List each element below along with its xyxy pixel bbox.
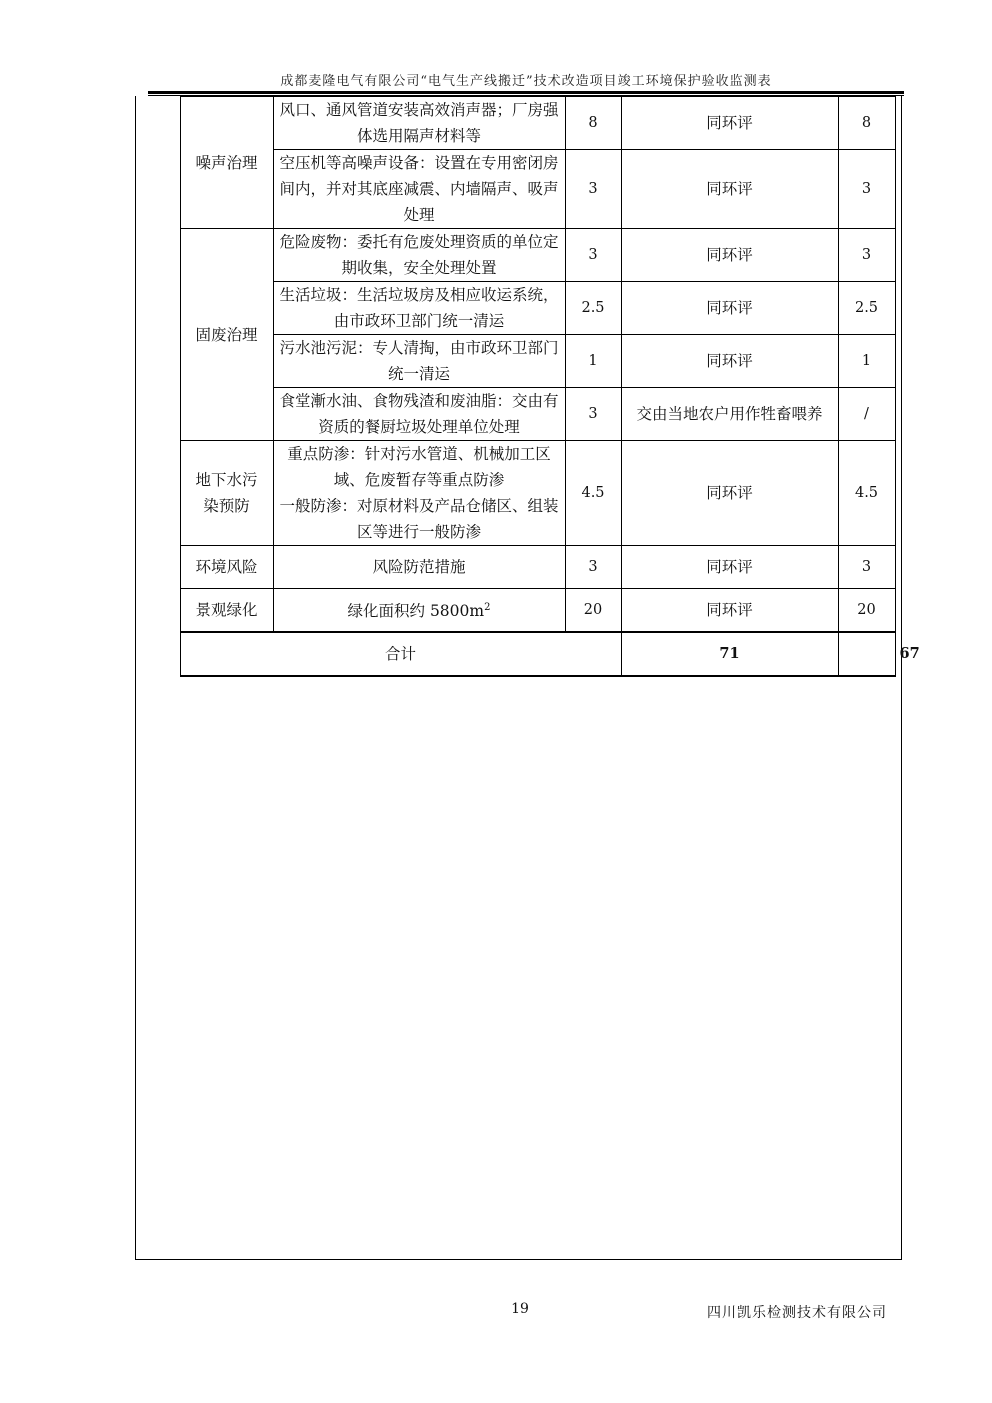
category-cell: 环境风险 — [180, 546, 273, 589]
category-cell: 固废治理 — [180, 229, 273, 441]
actual-invest-cell: 20 — [838, 589, 895, 632]
actual-cell: 同环评 — [621, 229, 838, 282]
actual-cell: 同环评 — [621, 589, 838, 632]
measure-cell: 空压机等高噪声设备：设置在专用密闭房间内，并对其底座减震、内墙隔声、吸声处理 — [273, 150, 565, 229]
side-column — [145, 97, 180, 676]
actual-invest-cell: 2.5 — [838, 282, 895, 335]
actual-cell: 同环评 — [621, 282, 838, 335]
actual-cell: 交由当地农户用作牲畜喂养 — [621, 388, 838, 441]
measure-cell: 污水池污泥：专人清掏，由市政环卫部门统一清运 — [273, 335, 565, 388]
category-cell: 噪声治理 — [180, 97, 273, 229]
measure-cell: 风口、通风管道安装高效消声器；厂房强体选用隔声材料等 — [273, 97, 565, 150]
invest-cell: 3 — [565, 546, 621, 589]
measure-cell — [273, 589, 565, 632]
total-label: 合计 — [180, 632, 621, 676]
header-rule — [148, 91, 904, 94]
investment-table — [145, 96, 920, 677]
invest-cell: 3 — [565, 150, 621, 229]
measure-cell: 危险废物：委托有危废处理资质的单位定期收集，安全处理处置 — [273, 229, 565, 282]
table-row — [145, 546, 895, 589]
invest-cell: 2.5 — [565, 282, 621, 335]
total-actual — [838, 632, 895, 676]
footer-company: 四川凯乐检测技术有限公司 — [707, 1305, 887, 1321]
category-cell: 地下水污染预防 — [180, 441, 273, 546]
actual-cell: 同环评 — [621, 97, 838, 150]
measure-cell: 生活垃圾：生活垃圾房及相应收运系统，由市政环卫部门统一清运 — [273, 282, 565, 335]
measure-cell: 食堂漸水油、食物残渣和废油脂：交由有资质的餐厨垃圾处理单位处理 — [273, 388, 565, 441]
table-row — [145, 97, 895, 150]
page-header: 成都麦隆电气有限公司“电气生产线搬迁”技术改造项目竣工环境保护验收监测表 — [280, 74, 772, 89]
page-number: 19 — [511, 1301, 529, 1317]
total-invest: 71 — [621, 632, 838, 676]
actual-cell: 同环评 — [621, 441, 838, 546]
table-row — [145, 229, 895, 282]
total-row: 合计 71 67 — [145, 632, 895, 676]
actual-invest-cell: 4.5 — [838, 441, 895, 546]
measure-line: 一般防渗：对原材料及产品仓储区、组装区等进行一般防渗 — [279, 497, 559, 541]
measure-superscript: 2 — [484, 602, 491, 614]
invest-cell: 3 — [565, 388, 621, 441]
actual-invest-cell: 1 — [838, 335, 895, 388]
measure-cell: 风险防范措施 — [273, 546, 565, 589]
actual-invest-cell: / — [838, 388, 895, 441]
invest-cell: 4.5 — [565, 441, 621, 546]
actual-invest-cell: 8 — [838, 97, 895, 150]
table-row — [145, 589, 895, 632]
invest-cell: 8 — [565, 97, 621, 150]
actual-invest-cell: 3 — [838, 546, 895, 589]
measure-cell — [273, 441, 565, 546]
invest-cell: 1 — [565, 335, 621, 388]
actual-invest-cell: 3 — [838, 150, 895, 229]
table-row — [145, 441, 895, 546]
invest-cell: 20 — [565, 589, 621, 632]
actual-cell: 同环评 — [621, 150, 838, 229]
actual-cell: 同环评 — [621, 335, 838, 388]
actual-invest-cell: 3 — [838, 229, 895, 282]
invest-cell: 3 — [565, 229, 621, 282]
measure-text: 绿化面积约 5800m — [347, 602, 485, 621]
measure-line: 重点防渗：针对污水管道、机械加工区域、危废暂存等重点防渗 — [287, 445, 551, 489]
actual-cell: 同环评 — [621, 546, 838, 589]
category-cell: 景观绿化 — [180, 589, 273, 632]
